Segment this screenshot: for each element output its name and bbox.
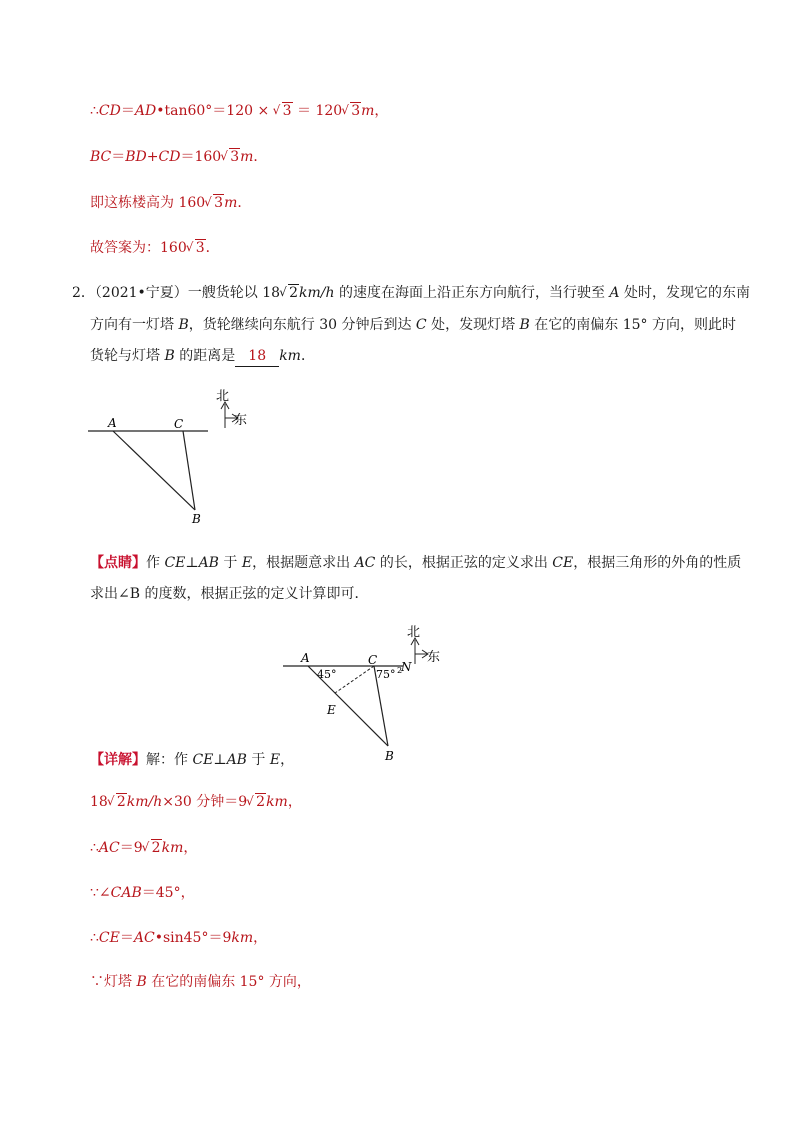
angle-45-label: 45°	[317, 668, 337, 681]
detail-line-3: ∴AC＝9√ 2km，	[90, 838, 197, 858]
compass-icon	[411, 638, 428, 664]
angle-75-label: 75°	[376, 668, 396, 681]
dianjing-line-1: 【点睛】作 CE⊥AB 于 E，根据题意求出 AC 的长，根据正弦的定义求出 CE，根据三角形的外角的性质	[90, 555, 742, 571]
answer-blank: 18	[235, 346, 279, 367]
segment-ab	[113, 431, 195, 510]
segment-ce	[335, 666, 374, 693]
dianjing-tag: 【点睛】	[90, 555, 146, 571]
point-c-label: C	[368, 653, 378, 667]
problem-2-line-3: 货轮与灯塔 B 的距离是 18 km．	[90, 346, 315, 367]
problem-2-line-1: 2．（2021•宁夏）一艘货轮以 18√ 2km/h 的速度在海面上沿正东方向航行，当行驶至 A 处时，发现它的东南	[72, 283, 750, 303]
point-c-label: C	[174, 417, 184, 431]
problem-source: （2021•宁夏）	[94, 285, 188, 301]
problem-number: 2．	[72, 285, 95, 301]
point-a-label: A	[108, 416, 117, 430]
detail-line-4: ∵∠CAB＝45°，	[90, 885, 195, 901]
north-label: 北	[216, 389, 230, 404]
detail-line-5: ∴CE＝AC•sin45°＝9km，	[90, 930, 268, 946]
segment-cb	[183, 431, 195, 510]
point-a-label: A	[301, 651, 310, 665]
detail-line-1: 【详解】解：作 CE⊥AB 于 E，	[90, 752, 295, 768]
detail-tag: 【详解】	[90, 752, 146, 768]
dianjing-line-2: 求出∠B 的度数，根据正弦的定义计算即可．	[90, 586, 369, 602]
problem-2-line-2: 方向有一灯塔 B，货轮继续向东航行 30 分钟后到达 C 处，发现灯塔 B 在它的南偏东 15° 方向，则此时	[90, 317, 737, 333]
detail-line-2: 18√ 2km/h×30 分钟＝9√ 2km，	[90, 792, 302, 812]
point-b-label: B	[385, 749, 394, 763]
solution-height-line: 即这栋楼高为 160√ 3m．	[90, 193, 251, 213]
solution-bc-line: BC＝BD+CD＝160√ 3m．	[90, 147, 267, 167]
angle-mark-2: 2	[397, 666, 403, 675]
solution-answer-line: 故答案为：160√ 3．	[90, 238, 220, 258]
point-b-label: B	[192, 512, 201, 526]
point-n-label: N	[401, 660, 412, 674]
figure-1-diagram	[80, 382, 260, 532]
detail-line-6: ∵灯塔 B 在它的南偏东 15° 方向，	[90, 974, 311, 990]
point-e-label: E	[327, 703, 336, 717]
north-label: 北	[407, 625, 421, 640]
east-label: 东	[234, 413, 248, 428]
figure-2-diagram	[275, 620, 455, 770]
solution-cd-line: ∴CD＝AD•tan60°＝120 × √ 3 ＝ 120√ 3m，	[90, 101, 388, 121]
east-label: 东	[427, 650, 441, 665]
